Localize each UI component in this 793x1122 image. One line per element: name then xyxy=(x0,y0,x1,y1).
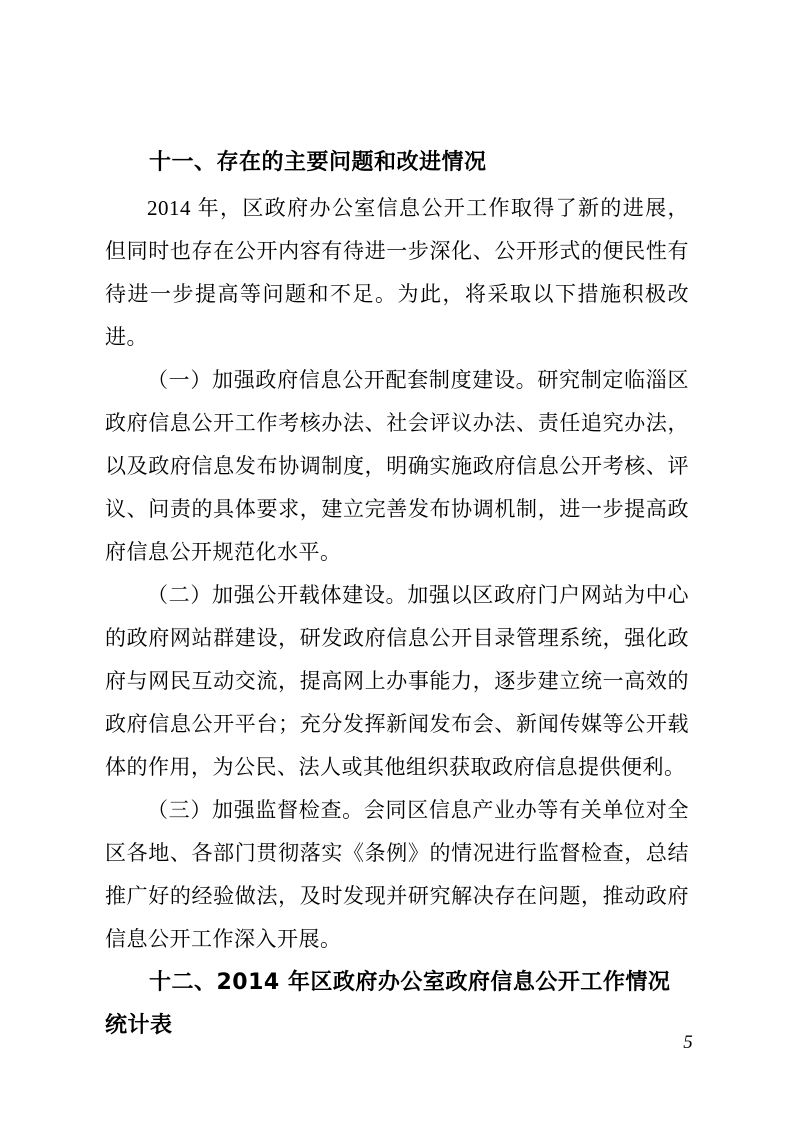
document-content xyxy=(105,141,689,1047)
paragraph-measure-1: （一）加强政府信息公开配套制度建设。研究制定临淄区政府信息公开工作考核办法、社会评议办法、责任追究办法，以及政府信息发布协调制度，明确实施政府信息公开考核、评议、问责的具体要求，建立完善发布协调机制，进一步提高政府信息公开规范化水平。 xyxy=(105,368,689,564)
paragraph-overview: 2014 年，区政府办公室信息公开工作取得了新的进展，但同时也存在公开内容有待进一步深化、公开形式的便民性有待进一步提高等问题和不足。为此，将采取以下措施积极改进。 xyxy=(105,196,689,349)
paragraph-measure-3: （三）加强监督检查。会同区信息产业办等有关单位对全区各地、各部门贯彻落实《条例》的情况进行监督检查，总结推广好的经验做法，及时发现并研究解决存在问题，推动政府信息公开工作深入开展。 xyxy=(105,798,689,951)
section-heading-12: 十二、2014 年区政府办公室政府信息公开工作情况统计表 xyxy=(105,970,671,1038)
page-number: 5 xyxy=(683,1032,693,1053)
paragraph-measure-2: （二）加强公开载体建设。加强以区政府门户网站为中心的政府网站群建设，研发政府信息公开目录管理系统，强化政府与网民互动交流，提高网上办事能力，逐步建立统一高效的政府信息公开平台；充分发挥新闻发布会、新闻传媒等公开载体的作用，为公民、法人或其他组织获取政府信息提供便利。 xyxy=(105,583,689,779)
section-heading-11: 十一、存在的主要问题和改进情况 xyxy=(149,150,487,175)
